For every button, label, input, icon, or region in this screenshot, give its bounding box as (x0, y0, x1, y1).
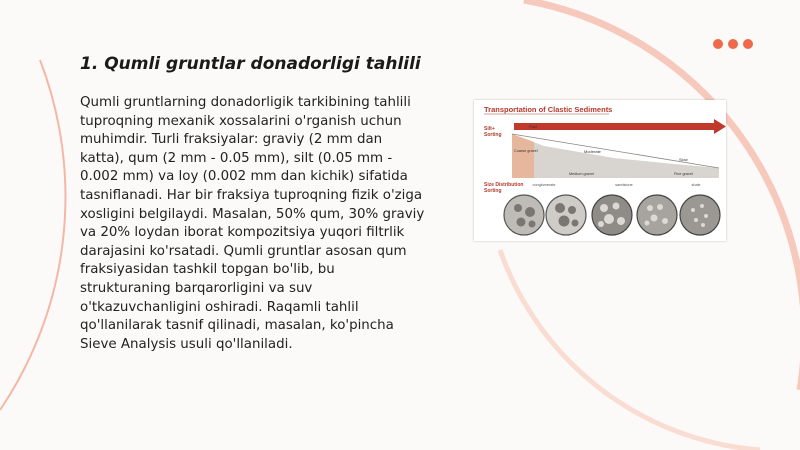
label-fine: Fine gravel (674, 172, 693, 176)
figure-title: Transportation of Clastic Sediments (484, 105, 613, 114)
label-coarse: Coarse gravel (514, 149, 538, 153)
dot-1 (713, 39, 723, 49)
slide-title: 1. Qumli gruntlar donadorligi tahlili (80, 54, 421, 74)
sample-circles (504, 195, 720, 235)
slide-body-text: Qumli gruntlarning donadorligik tarkibining tahlili tuproqning mexanik xossalarini o'rganish uchun muhimdir. Turli fraksiyalar: graviy (2 mm dan katta), qum (2 mm - 0.05 mm), silt (0.05 mm - 0.002 mm) va loy (0.002 mm dan kichik) sifatida tasniflanadi. Har bir fraksiya tuproqning fizik o'ziga xosligini belgilaydi. Masalan, 50% qum, 30% graviy va 20% loydan iborat kompozitsiya yuqori filtrlik darajasini ko'rsatadi. Qumli gruntlar asosan qum fraksiyasidan tashkil topgan bo'lib, bu strukturaning barqarorligini va suv o'tkazuvchanligini oshiradi. Raqamli tahlil qo'llanilarak tasnif qilinadi, masalan, ko'pincha Sieve Analysis usuli qo'llaniladi. (80, 95, 425, 352)
label-sorting-bottom: Sorting (484, 188, 502, 194)
category-sandstone: sandstone (615, 183, 633, 187)
label-medium: Medium gravel (569, 172, 594, 176)
label-fast: Fast (529, 124, 537, 129)
label-sorting-top: Sorting (484, 132, 502, 138)
dot-2 (728, 39, 738, 49)
sediment-transport-figure (474, 100, 726, 241)
dot-3 (743, 39, 753, 49)
label-moderate: Moderate (584, 149, 601, 154)
label-slow: Slow (679, 157, 688, 162)
label-silt: Silt+ (484, 126, 495, 132)
menu-dots-icon[interactable] (713, 39, 753, 49)
label-size-distribution: Size Distribution (484, 182, 524, 188)
category-shale: shale (691, 183, 701, 187)
transport-arrow (514, 123, 714, 130)
category-conglomerate: conglomerate (532, 183, 556, 187)
